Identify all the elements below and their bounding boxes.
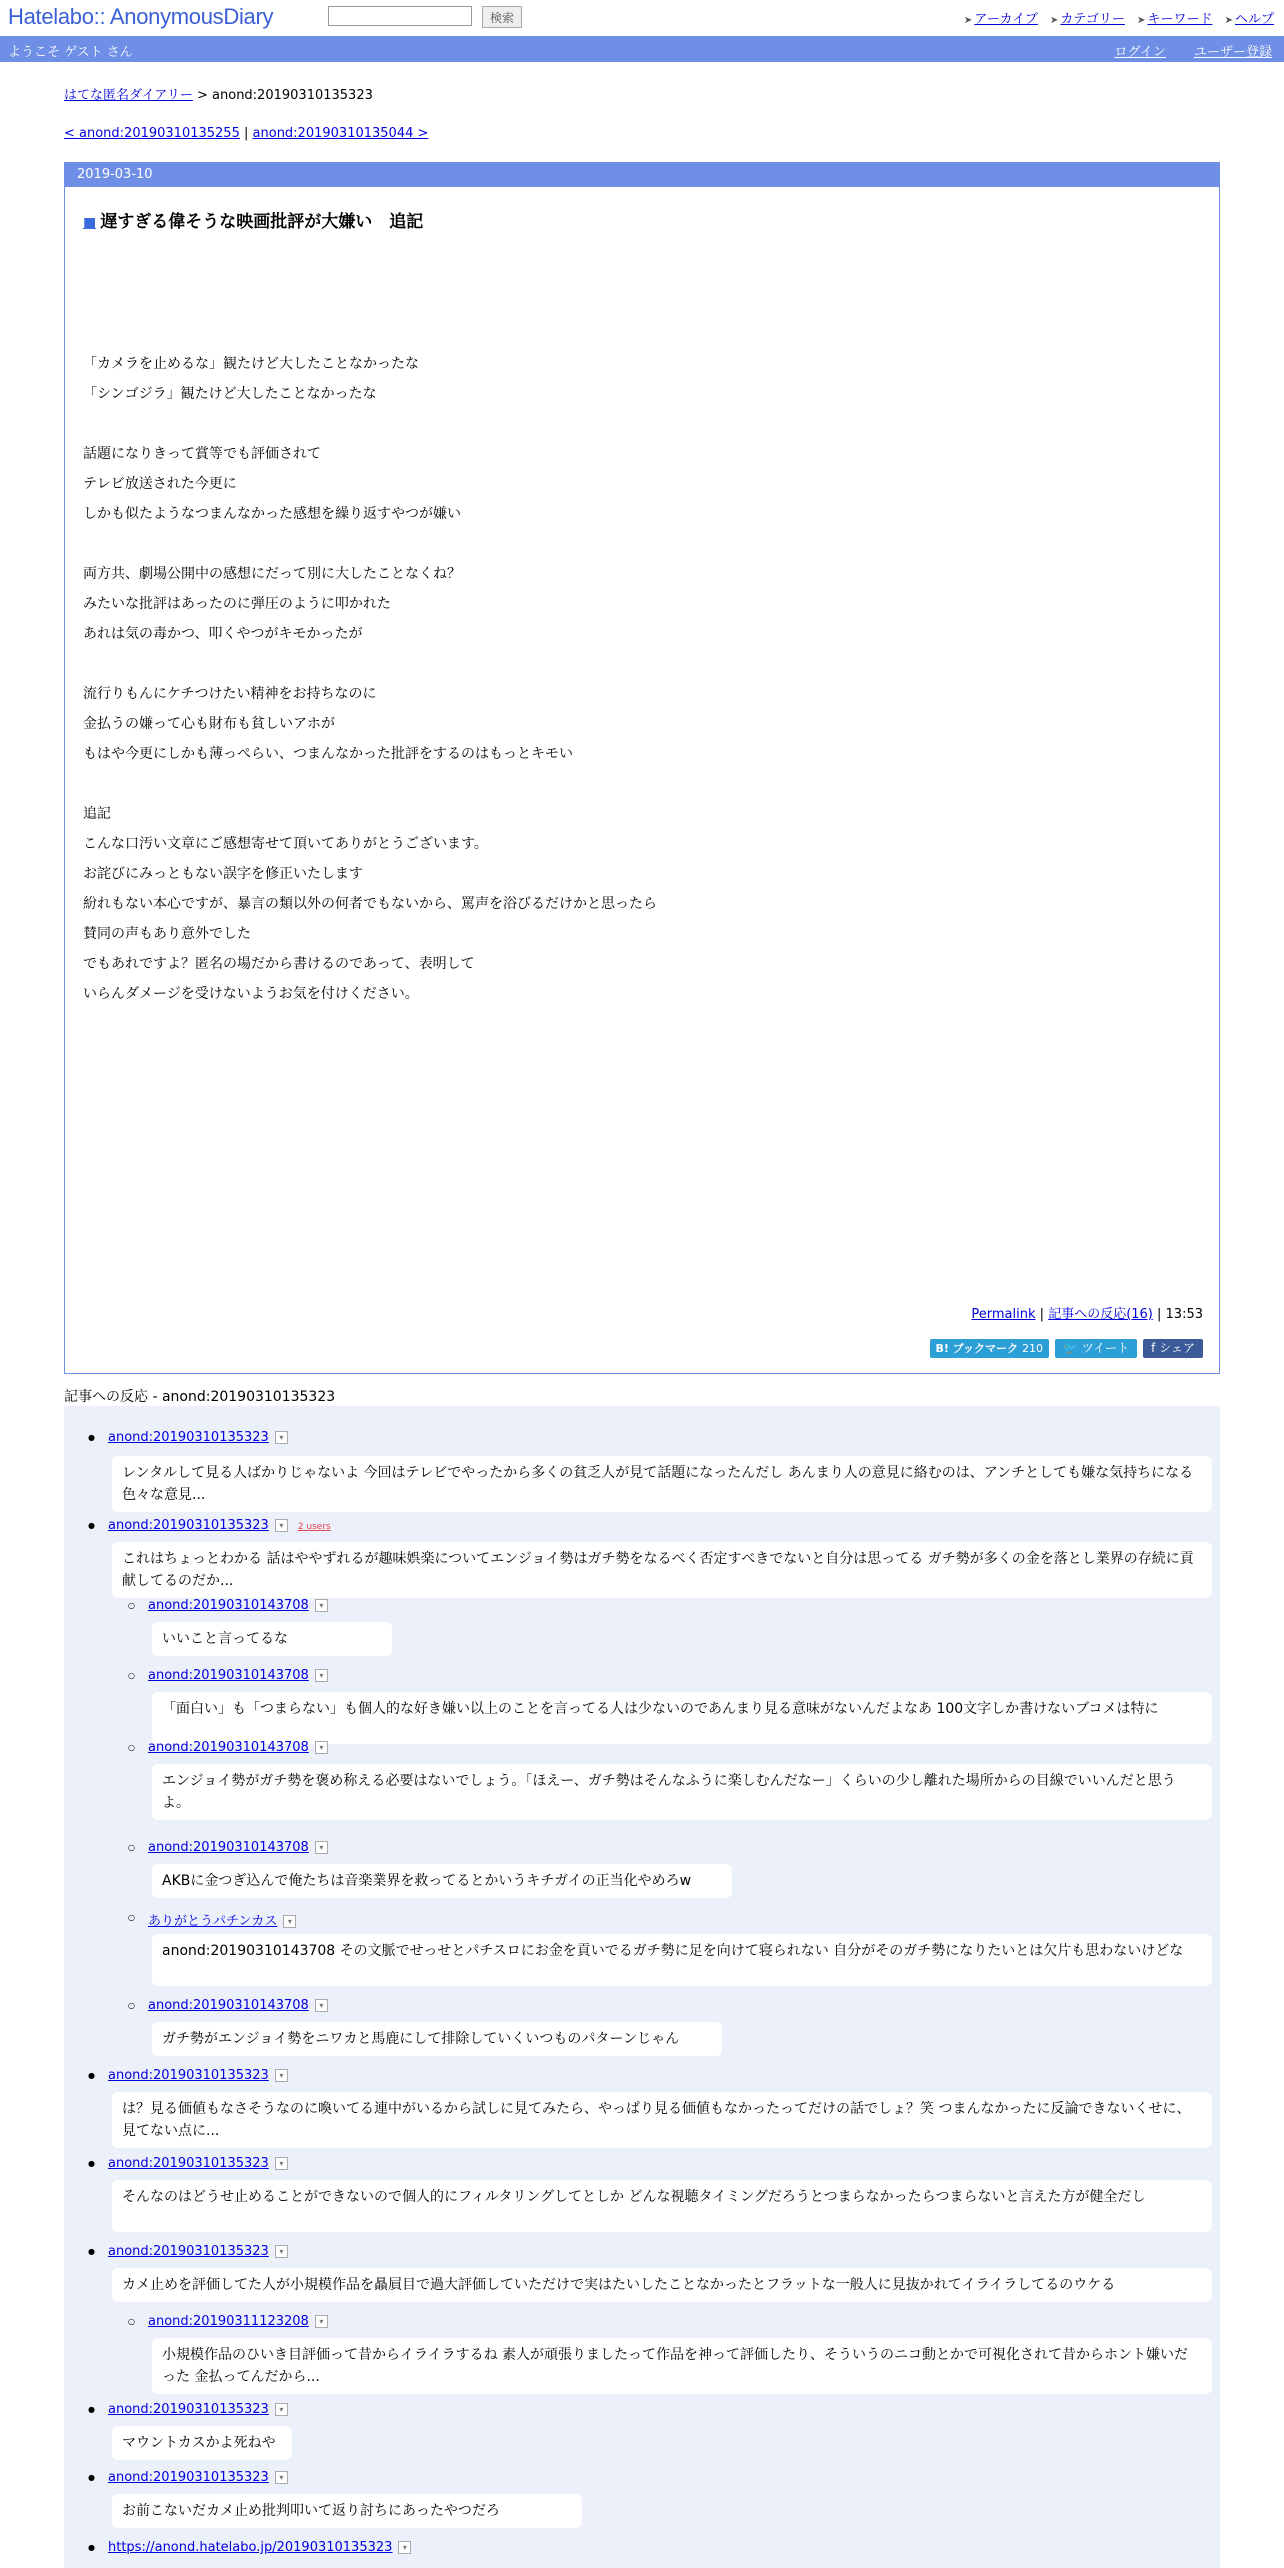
expand-toggle-icon[interactable]: ▾ <box>315 1669 328 1682</box>
article-line: こんな口汚い文章にご感想寄せて頂いてありがとうございます。 <box>83 836 488 852</box>
reaction-link[interactable]: anond:20190310135323 <box>108 2244 269 2259</box>
tweet-button[interactable] <box>1055 1339 1137 1358</box>
reaction-item <box>88 1430 288 1445</box>
nav-category-link[interactable]: カテゴリー <box>1060 12 1125 27</box>
reaction-excerpt: お前こないだカメ止め批判叩いて返り討ちにあったやつだろ <box>112 2494 582 2528</box>
reaction-item <box>88 1518 331 1533</box>
article-line <box>83 649 657 679</box>
tweet-label: ツイート <box>1081 1341 1130 1355</box>
article-line: 流行りもんにケチつけたい精神をお持ちなのに <box>83 686 377 702</box>
expand-toggle-icon[interactable]: ▾ <box>283 1915 296 1928</box>
article-line: 「シンゴジラ」観たけど大したことなかったな <box>83 386 377 402</box>
prev-entry-link[interactable]: < anond:20190310135255 <box>64 126 240 141</box>
article-line: テレビ放送された今更に <box>83 476 237 492</box>
pager-separator: | <box>244 126 249 141</box>
reaction-item <box>88 2156 288 2171</box>
reaction-item <box>128 1740 328 1755</box>
list-bullet-icon: ○ <box>128 1743 135 1752</box>
bookmark-count: 210 <box>1021 1342 1043 1355</box>
twitter-icon: 🐦 <box>1062 1341 1078 1355</box>
expand-toggle-icon[interactable]: ▾ <box>315 1841 328 1854</box>
breadcrumb-home-link[interactable]: はてな匿名ダイアリー <box>64 88 193 103</box>
article-line: 両方共、劇場公開中の感想にだって別に大したことなくね？ <box>83 566 461 582</box>
list-bullet-icon: ● <box>88 1521 95 1530</box>
expand-toggle-icon[interactable]: ▾ <box>275 2403 288 2416</box>
reaction-excerpt: いいこと言ってるな <box>152 1622 392 1656</box>
list-bullet-icon: ● <box>88 2071 95 2080</box>
search-input[interactable] <box>328 6 472 26</box>
reaction-link[interactable]: anond:20190310143708 <box>148 1598 309 1613</box>
reaction-link[interactable]: anond:20190310143708 <box>148 1668 309 1683</box>
list-bullet-icon: ● <box>88 1433 95 1442</box>
breadcrumb-current: anond:20190310135323 <box>212 88 373 103</box>
expand-toggle-icon[interactable]: ▾ <box>315 1741 328 1754</box>
reaction-item <box>128 2314 328 2329</box>
list-bullet-icon: ○ <box>128 1671 135 1680</box>
expand-toggle-icon[interactable]: ▾ <box>275 1519 288 1532</box>
article-line: 金払うの嫌って心も財布も貧しいアホが <box>83 716 335 732</box>
article-line: もはや今更にしかも薄っぺらい、つまんなかった批評をするのはもっとキモい <box>83 746 573 762</box>
article-date: 2019-03-10 <box>65 163 1219 187</box>
breadcrumb-separator: > <box>196 88 208 103</box>
reaction-excerpt: カメ止めを評価してた人が小規模作品を贔屓目で過大評価していただけで実はたいしたことなかったとフラットな一般人に見抜かれてイライラしてるのウケる <box>112 2268 1212 2302</box>
reaction-item <box>128 1598 328 1613</box>
reaction-excerpt: 小規模作品のひいき目評価って昔からイライラするね 素人が頑張りましたって作品を神って評価したり、そういうのニコ動とかで可視化されて昔からホント嫌いだった 金払ってんだから... <box>152 2338 1212 2394</box>
list-bullet-icon: ● <box>88 2543 95 2552</box>
facebook-share-button[interactable] <box>1143 1339 1203 1358</box>
bookmark-label: B! ブックマーク <box>935 1342 1018 1355</box>
top-nav <box>956 8 1274 27</box>
list-bullet-icon: ○ <box>128 1843 135 1852</box>
article-line: 話題になりきって賞等でも評価されて <box>83 446 321 462</box>
share-label: シェア <box>1159 1341 1195 1355</box>
article-title <box>83 207 423 232</box>
reactions-heading: 記事への反応 - anond:20190310135323 <box>64 1386 1220 1411</box>
reaction-item <box>88 2244 288 2259</box>
reaction-item <box>128 1910 296 1929</box>
login-link[interactable]: ログイン <box>1114 45 1166 60</box>
reaction-link[interactable]: anond:20190311123208 <box>148 2314 309 2329</box>
list-bullet-icon: ● <box>88 2473 95 2482</box>
list-bullet-icon: ○ <box>128 2001 135 2010</box>
header <box>0 0 1284 36</box>
user-bar <box>0 36 1284 62</box>
reaction-item <box>128 1998 328 2013</box>
nav-help-link[interactable]: ヘルプ <box>1234 12 1274 27</box>
expand-toggle-icon[interactable]: ▾ <box>398 2541 411 2554</box>
share-buttons <box>924 1339 1203 1358</box>
reaction-item <box>88 2068 288 2083</box>
reactions-link[interactable]: 記事への反応(16) <box>1048 1307 1153 1322</box>
reaction-link[interactable]: anond:20190310135323 <box>108 2068 269 2083</box>
article-line: いらんダメージを受けないようお気を付けください。 <box>83 986 419 1002</box>
expand-toggle-icon[interactable]: ▾ <box>275 1431 288 1444</box>
reaction-link[interactable]: https://anond.hatelabo.jp/20190310135323 <box>108 2540 393 2555</box>
expand-toggle-icon[interactable]: ▾ <box>315 2315 328 2328</box>
reaction-excerpt: anond:20190310143708 その文脈でせっせとパチスロにお金を貢いでるガチ勢に足を向けて寝られない 自分がそのガチ勢になりたいとは欠片も思わないけどな <box>152 1934 1212 1986</box>
nav-archive-link[interactable]: アーカイブ <box>974 12 1038 27</box>
article-line: みたいな批評はあったのに弾圧のように叩かれた <box>83 596 391 612</box>
reaction-item <box>128 1668 328 1683</box>
entry-marker-icon[interactable]: ■ <box>83 215 97 231</box>
list-bullet-icon: ● <box>88 2405 95 2414</box>
expand-toggle-icon[interactable]: ▾ <box>275 2245 288 2258</box>
reaction-link[interactable]: anond:20190310135323 <box>108 2470 269 2485</box>
bookmark-users-badge[interactable]: 2 users <box>297 1522 331 1532</box>
site-logo[interactable]: Hatelabo:: AnonymousDiary <box>8 4 274 29</box>
list-bullet-icon: ● <box>88 2247 95 2256</box>
article-line: しかも似たようなつまんなかった感想を繰り返すやつが嫌い <box>83 506 461 522</box>
article-line <box>83 529 657 559</box>
article-footer: Permalink | 記事への反応(16) | 13:53 <box>971 1307 1203 1322</box>
arrow-icon: ➤ <box>963 15 973 26</box>
arrow-icon: ➤ <box>1224 15 1233 26</box>
article-line: 「カメラを止めるな」観たけど大したことなかったな <box>83 356 419 372</box>
article-line: 追記 <box>83 806 111 822</box>
reaction-excerpt: レンタルして見る人ばかりじゃないよ 今回はテレビでやったから多くの貧乏人が見て話題になったんだし あんまり人の意見に絡むのは、アンチとしても嫌な気持ちになる 色々な意見... <box>112 1456 1212 1512</box>
reaction-item <box>128 1840 328 1855</box>
article-line: でもあれですよ？匿名の場だから書けるのであって、表明して <box>83 956 475 972</box>
reaction-link[interactable]: anond:20190310143708 <box>148 1840 309 1855</box>
reaction-excerpt: ガチ勢がエンジョイ勢をニワカと馬鹿にして排除していくいつものパターンじゃん <box>152 2022 722 2056</box>
reaction-excerpt: エンジョイ勢がガチ勢を褒め称える必要はないでしょう。「ほえー、ガチ勢はそんなふうに楽しむんだなー」くらいの少し離れた場所からの目線でいいんだと思うよ。 <box>152 1764 1212 1820</box>
facebook-icon: f <box>1151 1341 1156 1355</box>
reaction-link[interactable]: anond:20190310143708 <box>148 1740 309 1755</box>
reaction-link[interactable]: anond:20190310135323 <box>108 2402 269 2417</box>
reaction-link[interactable]: anond:20190310135323 <box>108 1518 269 1533</box>
register-link[interactable]: ユーザー登録 <box>1193 45 1272 60</box>
reactions-list <box>64 1406 1220 2568</box>
permalink-link[interactable]: Permalink <box>971 1307 1036 1322</box>
article-line <box>83 769 657 799</box>
expand-toggle-icon[interactable]: ▾ <box>275 2157 288 2170</box>
article-body <box>83 349 657 1009</box>
article <box>64 162 1220 1374</box>
list-bullet-icon: ○ <box>128 1601 135 1610</box>
reaction-excerpt: マウントカスかよ死ねや <box>112 2426 292 2460</box>
reaction-link[interactable]: anond:20190310135323 <box>108 1430 269 1445</box>
expand-toggle-icon[interactable]: ▾ <box>275 2069 288 2082</box>
next-entry-link[interactable]: anond:20190310135044 > <box>252 126 429 141</box>
expand-toggle-icon[interactable]: ▾ <box>315 1599 328 1612</box>
reaction-excerpt: これはちょっとわかる 話はややずれるが趣味娯楽についてエンジョイ勢はガチ勢をなるべく否定すべきでないと自分は思ってる ガチ勢が多くの金を落とし業界の存続に貢献してるのだか... <box>112 1542 1212 1598</box>
reaction-excerpt: AKBに金つぎ込んで俺たちは音楽業界を救ってるとかいうキチガイの正当化やめろw <box>152 1864 732 1898</box>
list-bullet-icon: ● <box>88 2159 95 2168</box>
reaction-link[interactable]: anond:20190310143708 <box>148 1998 309 2013</box>
article-line: あれは気の毒かつ、叩くやつがキモかったが <box>83 626 363 642</box>
arrow-icon: ➤ <box>1137 15 1146 26</box>
post-time: 13:53 <box>1165 1307 1203 1322</box>
reaction-excerpt: 「面白い」も「つまらない」も個人的な好き嫌い以上のことを言ってる人は少ないのであんまり見る意味がないんだよなあ 100文字しか書けないブコメは特に <box>152 1692 1212 1744</box>
reaction-link[interactable]: anond:20190310135323 <box>108 2156 269 2171</box>
article-line: 紛れもない本心ですが、暴言の類以外の何者でもないから、罵声を浴びるだけかと思ったら <box>83 896 657 912</box>
reaction-item <box>88 2540 411 2555</box>
list-bullet-icon: ○ <box>128 1913 135 1922</box>
reaction-link[interactable]: ありがとうパチンカス <box>148 1914 278 1929</box>
expand-toggle-icon[interactable]: ▾ <box>275 2471 288 2484</box>
welcome-text: ようこそ ゲスト さん <box>8 45 133 60</box>
pager <box>64 126 428 141</box>
arrow-icon: ➤ <box>1050 15 1059 26</box>
reaction-item <box>88 2402 288 2417</box>
article-line: お詫びにみっともない誤字を修正いたします <box>83 866 363 882</box>
breadcrumb <box>64 84 373 103</box>
nav-keyword-link[interactable]: キーワード <box>1147 12 1213 27</box>
article-line: 賛同の声もあり意外でした <box>83 926 251 942</box>
article-line <box>83 409 657 439</box>
bookmark-button[interactable] <box>930 1339 1049 1358</box>
reaction-excerpt: は？見る価値もなさそうなのに喚いてる連中がいるから試しに見てみたら、やっぱり見る価値もなかったってだけの話でしょ？笑 つまんなかったに反論できないくせに、見てない点に... <box>112 2092 1212 2148</box>
search-button[interactable]: 検索 <box>482 6 522 28</box>
list-bullet-icon: ○ <box>128 2317 135 2326</box>
reaction-item <box>88 2470 288 2485</box>
expand-toggle-icon[interactable]: ▾ <box>315 1999 328 2012</box>
article-title-text: 遅すぎる偉そうな映画批評が大嫌い 追記 <box>100 212 424 232</box>
reaction-excerpt: そんなのはどうせ止めることができないので個人的にフィルタリングしてとしか どんな視聴タイミングだろうとつまらなかったらつまらないと言えた方が健全だし <box>112 2180 1212 2232</box>
